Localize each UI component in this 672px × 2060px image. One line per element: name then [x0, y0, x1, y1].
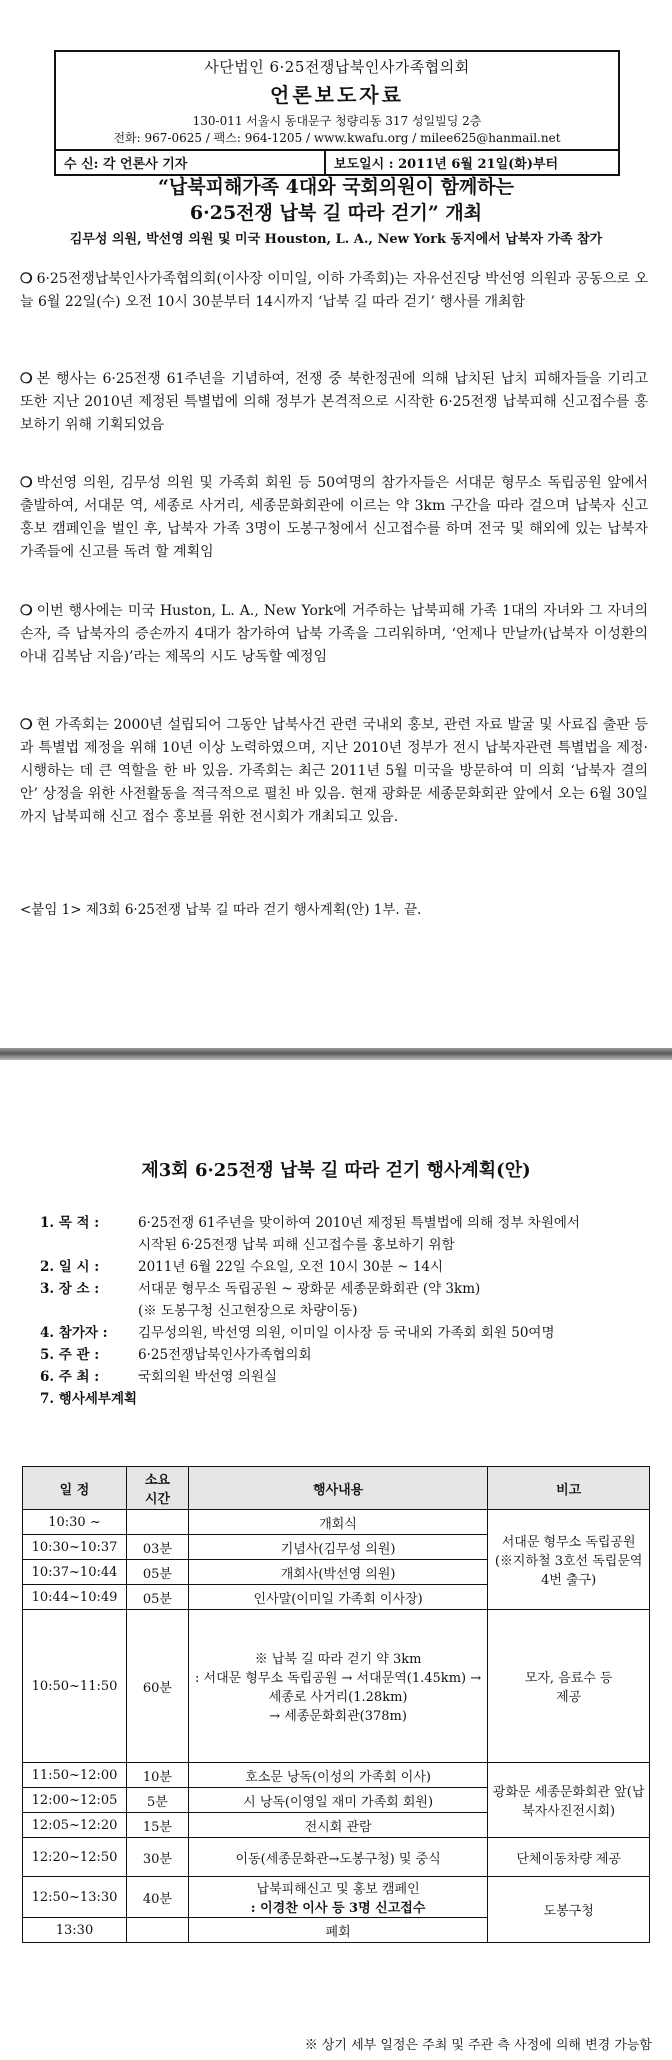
recipient-field: 수 신: 각 언론사 기자	[56, 151, 326, 174]
table-row: 13:30 폐회	[23, 1918, 650, 1943]
org-address: 130-011 서울시 동대문구 청량리동 317 성일빌딩 2층	[192, 114, 482, 128]
headline-line-1: “납북피해가족 4대와 국회의원이 함께하는	[157, 176, 514, 198]
note-location-2: 광화문 세종문화회관 앞(납북자사진전시회)	[488, 1763, 650, 1838]
page-separator	[0, 1048, 672, 1060]
document-type-title: 언론보도자료	[270, 83, 404, 107]
header-time: 일 정	[23, 1467, 127, 1510]
schedule-footnote: ※ 상기 세부 일정은 주최 및 주관 측 사정에 의해 변경 가능함	[304, 2038, 652, 2053]
note-location-3: 도봉구청	[488, 1877, 650, 1943]
paragraph-2: ❍ 본 행사는 6·25전쟁 61주년을 기념하여, 전쟁 중 북한정권에 의해 납치된 납치 피해자들을 기리고 또한 지난 2010년 제정된 특별법에 의해 정부가 본격적으로 시작한 6·25전쟁 납북피해 신고접수를 홍보하기 위해 기획되었음	[20, 371, 648, 433]
plan-item-participants: 4. 참가자 : 김무성의원, 박선영 의원, 이미일 이사장 등 국내외 가족회 회원 50여명	[40, 1325, 555, 1341]
bullet-icon: ❍	[20, 603, 33, 619]
plan-item-place: 3. 장 소 : 서대문 형무소 독립공원 ~ 광화문 세종문화회관 (약 3km) (※ 도봉구청 신고현장으로 차량이동)	[40, 1281, 481, 1319]
attachment-note: <붙임 1> 제3회 6·25전쟁 납북 길 따라 걷기 행사계획(안) 1부. 끝.	[20, 902, 422, 918]
plan-items	[40, 1212, 660, 1410]
header-content: 행사내용	[188, 1467, 487, 1510]
table-row: 12:50~13:30 40분 납북피해신고 및 홍보 캠페인 : 이경찬 이사 등 3명 신고접수 도봉구청	[23, 1877, 650, 1918]
bullet-icon: ❍	[20, 271, 33, 287]
org-contact: 전화: 967-0625 / 팩스: 964-1205 / www.kwafu.org / milee625@hanmail.net	[113, 131, 561, 145]
table-row: 12:20~12:50 30분 이동(세종문화관→도봉구청) 및 중식 단체이동차량 제공	[23, 1838, 650, 1877]
header-duration: 소요 시간	[126, 1467, 188, 1510]
plan-item-host: 6. 주 최 : 국회의원 박선영 의원실	[40, 1369, 277, 1385]
paragraph-3: ❍ 박선영 의원, 김무성 의원 및 가족회 회원 등 50여명의 참가자들은 서대문 형무소 독립공원 앞에서 출발하여, 서대문 역, 세종로 사거리, 세종문화회관에 이르는 약 3km 구간을 따라 걸으며 납북자 신고 홍보 캠페인을 벌인 후, 납북자 가족 3명이 도봉구청에서 신고접수를 하며 전국 및 해외에 있는 납북자 가족들에 신고를 독려 할 계획임	[20, 475, 648, 560]
header-note: 비고	[488, 1467, 650, 1510]
table-row: 10:37~10:44 05분 개회사(박선영 의원)	[23, 1560, 650, 1585]
headline-subtitle: 김무성 의원, 박선영 의원 및 미국 Houston, L. A., New York 동지에서 납북자 가족 참가	[69, 232, 603, 247]
table-row: 10:30 ~ 개회식 서대문 형무소 독립공원 (※지하철 3호선 독립문역 4번 출구)	[23, 1510, 650, 1535]
paragraph-1: ❍ 6·25전쟁납북인사가족협의회(이사장 이미일, 이하 가족회)는 자유선진당 박선영 의원과 공동으로 오늘 6월 22일(수) 오전 10시 30분부터 14시까지 ‘납북 길 따라 걷기’ 행사를 개최함	[20, 271, 648, 310]
table-row: 10:44~10:49 05분 인사말(이미일 가족회 이사장)	[23, 1585, 650, 1610]
plan-item-organizer: 5. 주 관 : 6·25전쟁납북인사가족협의회	[40, 1347, 312, 1363]
org-name: 사단법인 6·25전쟁납북인사가족협의회	[204, 58, 470, 76]
plan-item-detail-label: 7. 행사세부계획	[40, 1391, 138, 1407]
table-row: 10:30~10:37 03분 기념사(김무성 의원)	[23, 1535, 650, 1560]
letterhead-box	[54, 50, 620, 176]
plan-item-purpose: 1. 목 적 : 6·25전쟁 61주년을 맞이하여 2010년 제정된 특별법에 의해 정부 차원에서 시작된 6·25전쟁 납북 피해 신고접수를 홍보하기 위함	[40, 1215, 580, 1253]
note-transport: 단체이동차량 제공	[488, 1838, 650, 1877]
paragraph-5: ❍ 현 가족회는 2000년 설립되어 그동안 납북사건 관련 국내외 홍보, 관련 자료 발굴 및 사료집 출판 등과 특별법 제정을 위해 10년 이상 노력하였으며, 지난 2010년 정부가 전시 납북자관련 특별법을 제정·시행하는 데 큰 역할을 한 바 있음. 가족회는 최근 2011년 5월 미국을 방문하여 미 의회 ‘납북자 결의안’ 상정을 위한 사전활동을 적극적으로 펼친 바 있음. 현재 광화문 세종문화회관 앞에서 오는 6월 30일까지 납북피해 신고 접수 홍보를 위한 전시회가 개최되고 있음.	[20, 717, 648, 825]
table-row: 12:00~12:05 5분 시 낭독(이영일 재미 가족회 회원)	[23, 1788, 650, 1813]
note-location-1: 서대문 형무소 독립공원 (※지하철 3호선 독립문역 4번 출구)	[488, 1510, 650, 1610]
plan-title: 제3회 6·25전쟁 납북 길 따라 걷기 행사계획(안)	[141, 1160, 531, 1181]
table-row: 10:50~11:50 60분 ※ 납북 길 따라 걷기 약 3km : 서대문 형무소 독립공원 → 서대문역(1.45km) → 세종로 사거리(1.28km) → 세종문화회관(378m) 모자, 음료수 등 제공	[23, 1610, 650, 1763]
schedule-header-row	[23, 1467, 650, 1510]
bullet-icon: ❍	[20, 371, 33, 387]
note-supplies: 모자, 음료수 등 제공	[488, 1610, 650, 1763]
table-row: 12:05~12:20 15분 전시회 관람	[23, 1813, 650, 1838]
paragraph-4: ❍ 이번 행사에는 미국 Huston, L. A., New York에 거주하는 납북피해 가족 1대의 자녀와 그 자녀의 손자, 즉 납북자의 증손까지 4대가 참가하여 납북 가족을 그리워하며, ‘언제나 만날까(납북자 이성환의 아내 김복남 지음)’라는 제목의 시도 낭독할 예정임	[20, 603, 648, 665]
release-date-field: 보도일시 : 2011년 6월 21일(화)부터	[334, 157, 559, 172]
table-row: 11:50~12:00 10분 호소문 낭독(이성의 가족회 이사) 광화문 세종문화회관 앞(납북자사진전시회)	[23, 1763, 650, 1788]
headline-line-2: 6·25전쟁 납북 길 따라 걷기” 개최	[189, 202, 483, 224]
bullet-icon: ❍	[20, 475, 33, 491]
bullet-icon: ❍	[20, 717, 33, 733]
plan-item-date: 2. 일 시 : 2011년 6월 22일 수요일, 오전 10시 30분 ~ 14시	[40, 1259, 444, 1275]
schedule-table	[22, 1466, 650, 1943]
